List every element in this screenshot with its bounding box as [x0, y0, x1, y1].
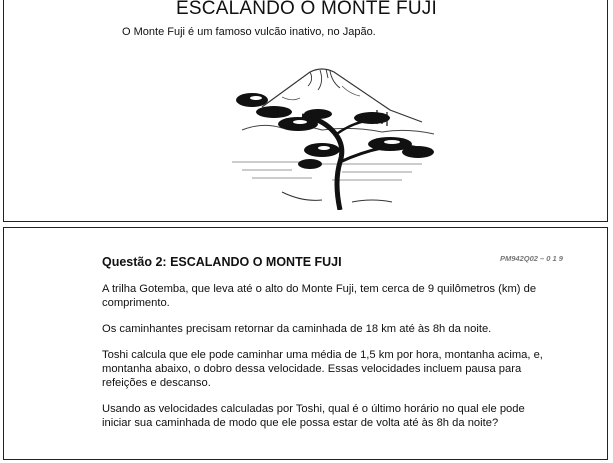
- question-paragraph: A trilha Gotemba, que leva até o alto do Monte Fuji, tem cerca de 9 quilômetros (km) de comprimento.: [102, 283, 537, 309]
- page-title: ESCALANDO O MONTE FUJI: [176, 0, 437, 19]
- question-title: Questão 2: ESCALANDO O MONTE FUJI: [102, 255, 342, 269]
- question-paragraph: Toshi calcula que ele pode caminhar uma média de 1,5 km por hora, montanha acima, e, montanha abaixo, o dobro dessa velocidade. Essas velocidades incluem pausa para refeições e descanso.: [102, 349, 543, 389]
- question-code: PM942Q02 – 0 1 9: [500, 254, 563, 263]
- intro-text: O Monte Fuji é um famoso vulcão inativo, no Japão.: [122, 26, 376, 38]
- mount-fuji-illustration: [222, 52, 438, 210]
- question-paragraph: Usando as velocidades calculadas por Toshi, qual é o último horário no qual ele pode iniciar sua caminhada de modo que ele possa estar de volta até às 8h da noite?: [102, 403, 525, 429]
- question-paragraph: Os caminhantes precisam retornar da caminhada de 18 km até às 8h da noite.: [102, 323, 492, 335]
